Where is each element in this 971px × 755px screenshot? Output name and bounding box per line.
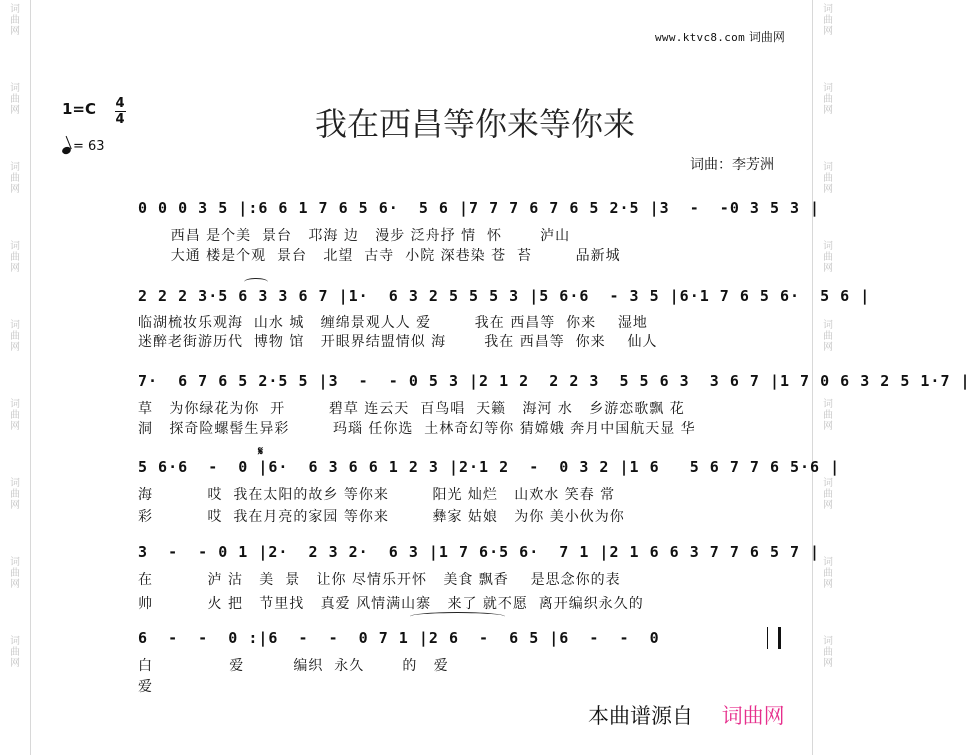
lyric-line-1a: 西昌 是个美 景台 邛海 边 漫步 泛舟抒 情 怀 泸山 — [138, 228, 571, 244]
notation-line-1: 0 0 0 3 5 |:6 6 1 7 6 5 6· 5 6 |7 7 7 6 7 6 5 2·5 |3 - -0 3 5 3 | — [138, 199, 821, 217]
lyric-line-6b: 爱 — [138, 679, 153, 695]
lyric-line-2b: 迷醉老街游历代 博物 馆 开眼界结盟情似 海 我在 西昌等 你来 仙人 — [138, 334, 658, 350]
notation-line-3: 7· 6 7 6 5 2·5 5 |3 - - 0 5 3 |2 1 2 2 2 3 5 5 6 3 3 6 7 |1 7 0 6 3 2 5 1·7 | — [138, 372, 971, 390]
site-header — [655, 28, 785, 45]
notation-line-6: 6 - - 0 :|6 - - 0 7 1 |2 6 - 6 5 |6 - - 0 — [138, 629, 660, 647]
segno-sign: 𝄋 — [258, 444, 264, 458]
notation-line-5: 3 - - 0 1 |2· 2 3 2· 6 3 |1 7 6·5 6· 7 1 |2 1 6 6 3 7 7 6 5 7 | — [138, 543, 821, 561]
source-footer — [588, 700, 785, 730]
lyric-line-2a: 临湖梳妆乐观海 山水 城 缠绵景观人人 爱 我在 西昌等 你来 湿地 — [138, 315, 648, 331]
watermark-mark: 词 曲 网 — [10, 478, 20, 511]
lyric-line-4a: 海 哎 我在太阳的故乡 等你来 阳光 灿烂 山欢水 笑春 常 — [138, 487, 616, 503]
lyric-line-5a: 在 泸 沽 美 景 让你 尽情乐开怀 美食 飘香 是思念你的表 — [138, 572, 621, 588]
site-name: 词曲网 — [748, 30, 785, 44]
notation-line-2: 2 2 2 3·5 6 3 3 6 7 |1· 6 3 2 5 5 5 3 |5 6·6 - 3 5 |6·1 7 6 5 6· 5 6 | — [138, 287, 871, 305]
watermark-mark: 词 曲 网 — [823, 4, 833, 37]
watermark-mark: 词 曲 网 — [823, 557, 833, 590]
slur-mark — [410, 612, 505, 621]
lyric-line-1b: 大通 楼是个观 景台 北望 古寺 小院 深巷染 苍 苔 品新城 — [138, 248, 621, 264]
watermark-mark: 词 曲 网 — [823, 83, 833, 116]
source-text: 本曲谱源自 — [588, 704, 693, 728]
watermark-mark: 词 曲 网 — [10, 320, 20, 353]
watermark-mark: 词 曲 网 — [10, 636, 20, 669]
watermark-mark: 词 曲 网 — [10, 399, 20, 432]
lyric-line-6a: 白 爱 编织 永久 的 爱 — [138, 658, 449, 674]
lyric-line-4b: 彩 哎 我在月亮的家园 等你来 彝家 姑娘 为你 美小伙为你 — [138, 509, 625, 525]
notation-line-4: 5 6·6 - 0 |6· 6 3 6 6 1 2 3 |2·1 2 - 0 3 2 |1 6 5 6 7 7 6 5·6 | — [138, 458, 841, 476]
watermark-mark: 词 曲 网 — [823, 162, 833, 195]
source-brand-link[interactable]: 词曲网 — [721, 704, 785, 728]
lyric-line-5b: 帅 火 把 节里找 真爱 风情满山寨 来了 就不愿 离开编织永久的 — [138, 596, 644, 612]
time-sig-bottom: 4 — [115, 112, 125, 127]
key-signature: 1=C — [62, 100, 97, 118]
lyric-line-3b: 洞 探奇险螺髻生异彩 玛瑙 任你选 土林奇幻等你 猜嫦娥 奔月中国航天显 华 — [138, 421, 696, 437]
watermark-mark: 词 曲 网 — [10, 4, 20, 37]
lyric-line-3a: 草 为你绿花为你 开 碧草 连云天 百鸟唱 天籁 海河 水 乡游恋歌飘 花 — [138, 401, 685, 417]
song-title: 我在西昌等你来等你来 — [314, 105, 635, 143]
watermark-mark: 词 曲 网 — [823, 636, 833, 669]
final-barline — [767, 627, 781, 649]
watermark-mark: 词 曲 网 — [823, 478, 833, 511]
watermark-mark: 词 曲 网 — [10, 162, 20, 195]
quarter-note-icon — [61, 146, 72, 156]
slur-mark — [244, 278, 268, 286]
watermark-mark: 词 曲 网 — [823, 399, 833, 432]
composer-credit: 词曲：李芳洲 — [690, 157, 774, 173]
tempo-value: = 63 — [73, 139, 105, 154]
watermark-mark: 词 曲 网 — [823, 241, 833, 274]
watermark-mark: 词 曲 网 — [10, 557, 20, 590]
site-url-link[interactable]: www.ktvc8.com — [655, 31, 745, 44]
watermark-mark: 词 曲 网 — [823, 320, 833, 353]
watermark-mark: 词 曲 网 — [10, 241, 20, 274]
time-sig-top: 4 — [115, 96, 125, 111]
watermark-mark: 词 曲 网 — [10, 83, 20, 116]
